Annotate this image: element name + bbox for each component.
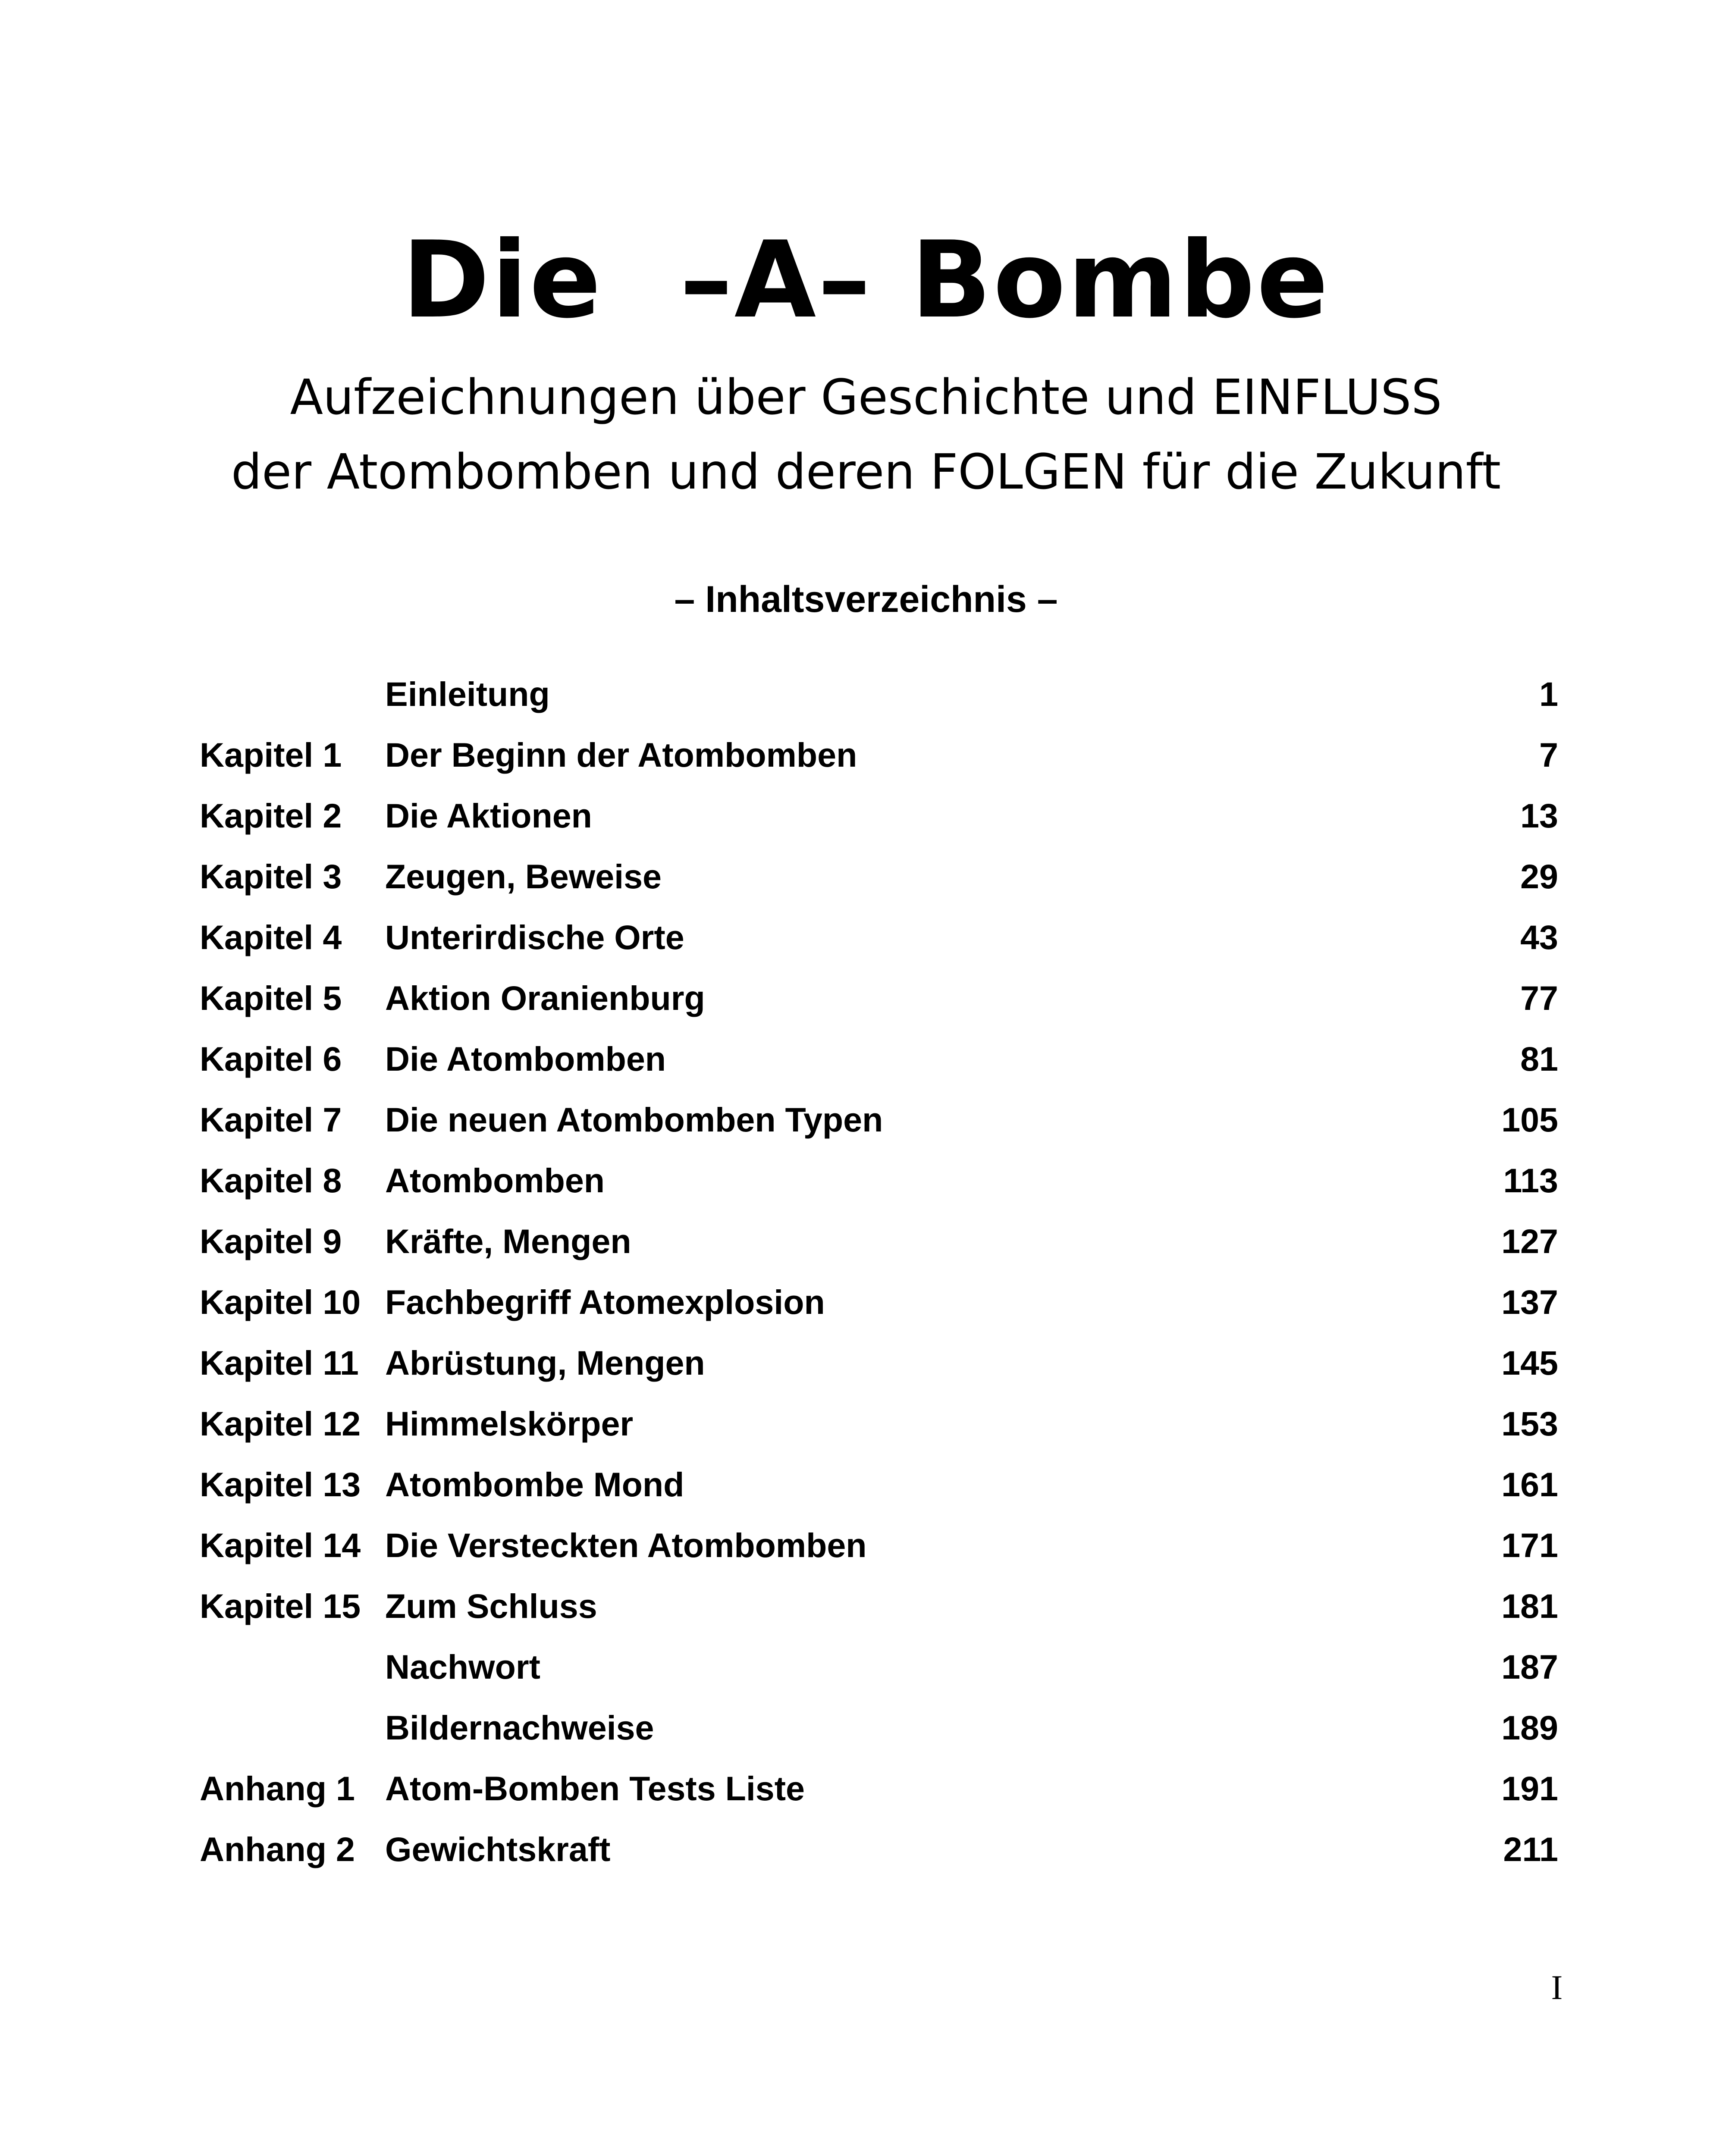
toc-entry [200,1522,1558,1583]
toc-entry-label: Kapitel 9 [200,1222,342,1260]
toc-entry-page: 181 [1501,1587,1558,1625]
toc-heading: – Inhaltsverzeichnis – [674,579,1058,620]
toc-entry-title: Atombombe Mond [385,1465,684,1504]
toc-entry [200,1400,1558,1461]
toc-entry-page: 7 [1539,736,1558,774]
toc-entry-page: 105 [1501,1100,1558,1139]
toc-entry-label: Kapitel 15 [200,1587,361,1625]
toc-entry [200,1765,1558,1826]
toc-entry-page: 161 [1501,1465,1558,1504]
toc-entry-label: Kapitel 8 [200,1161,342,1200]
toc-entry-page: 153 [1501,1404,1558,1443]
toc-entry-label: Kapitel 13 [200,1465,361,1504]
toc-entry-label: Kapitel 14 [200,1526,361,1564]
toc-entry-page: 137 [1501,1283,1558,1321]
book-title: Die –A– Bombe [402,219,1330,342]
toc-entry-title: Atom-Bomben Tests Liste [385,1769,805,1808]
toc-entry-title: Aktion Oranienburg [385,979,705,1017]
subtitle-line-1: Aufzeichnungen über Geschichte und EINFLUSS [290,370,1442,426]
toc-entry-page: 113 [1503,1161,1558,1200]
toc-entry-title: Die Atombomben [385,1040,666,1078]
toc-entry [200,1461,1558,1522]
toc-entry-label: Kapitel 6 [200,1040,342,1078]
toc-entry-title: Die neuen Atombomben Typen [385,1100,883,1139]
toc-entry-title: Bildernachweise [385,1708,654,1747]
toc-entry-label: Kapitel 7 [200,1100,342,1139]
toc-entry-page: 1 [1539,675,1558,713]
toc-entry-page: 211 [1503,1830,1558,1868]
toc-entry-label: Kapitel 12 [200,1404,361,1443]
toc-entry [200,853,1558,914]
toc-entry [200,1096,1558,1157]
toc-entry [200,1339,1558,1400]
toc-entry-page: 77 [1520,979,1558,1017]
toc-entry-page: 81 [1520,1040,1558,1078]
toc-entry [200,1704,1558,1765]
toc-entry [200,1218,1558,1279]
toc-entry-title: Zeugen, Beweise [385,857,662,896]
toc-entry-title: Fachbegriff Atomexplosion [385,1283,825,1321]
toc-entry-page: 13 [1520,796,1558,835]
page-number: I [1551,1969,1563,2007]
toc-entry-label: Kapitel 3 [200,857,342,896]
toc-entry-label: Kapitel 1 [200,736,342,774]
toc-entry-label: Kapitel 2 [200,796,342,835]
toc-entry [200,1279,1558,1339]
toc-entry-title: Zum Schluss [385,1587,597,1625]
toc-entry [200,1826,1558,1887]
toc-entry [200,1157,1558,1218]
toc-entry [200,914,1558,975]
toc-entry-title: Die Versteckten Atombomben [385,1526,867,1564]
toc-entry-page: 127 [1501,1222,1558,1260]
toc-entry-title: Einleitung [385,675,550,713]
toc-entry-title: Unterirdische Orte [385,918,684,956]
toc-entry-page: 171 [1501,1526,1558,1564]
toc-entry-title: Gewichtskraft [385,1830,611,1868]
toc-entry [200,731,1558,792]
toc-entry-page: 189 [1501,1708,1558,1747]
toc-entry [200,1035,1558,1096]
toc-entry-title: Himmelskörper [385,1404,634,1443]
toc-entry-title: Abrüstung, Mengen [385,1344,705,1382]
toc-entry-page: 145 [1501,1344,1558,1382]
toc-entry-label: Kapitel 10 [200,1283,361,1321]
toc-entry-title: Kräfte, Mengen [385,1222,631,1260]
toc-entry [200,1643,1558,1704]
toc-entry-label: Anhang 1 [200,1769,355,1808]
toc-entry-page: 43 [1520,918,1558,956]
toc-entry-page: 191 [1501,1769,1558,1808]
toc-entry-page: 187 [1501,1648,1558,1686]
toc-entry [200,671,1558,731]
subtitle-line-2: der Atombomben und deren FOLGEN für die Zukunft [231,444,1501,500]
toc-entry-page: 29 [1520,857,1558,896]
toc-entry-title: Der Beginn der Atombomben [385,736,857,774]
toc-entry [200,1583,1558,1643]
toc-entry-title: Atombomben [385,1161,605,1200]
toc-entry-label: Kapitel 4 [200,918,342,956]
toc-entry-title: Die Aktionen [385,796,592,835]
toc-entry-label: Anhang 2 [200,1830,355,1868]
toc-entry [200,975,1558,1035]
toc-entry-label: Kapitel 11 [200,1344,359,1382]
toc-entry [200,792,1558,853]
toc-entry-title: Nachwort [385,1648,540,1686]
table-of-contents [200,671,1558,1887]
toc-entry-label: Kapitel 5 [200,979,342,1017]
